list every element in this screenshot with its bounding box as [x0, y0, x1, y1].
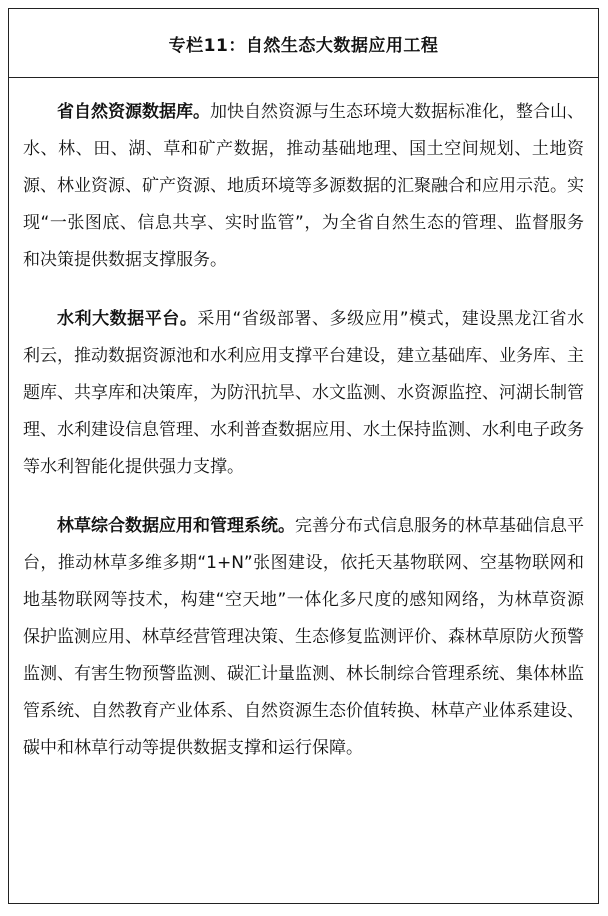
- column-title: 专栏11：自然生态大数据应用工程: [168, 35, 439, 56]
- column-box: [8, 8, 599, 904]
- section-lead: 水利大数据平台。: [57, 309, 198, 329]
- section-natural-resources-database: [23, 94, 584, 279]
- section-forest-grass-system: [23, 508, 584, 767]
- section-body: 完善分布式信息服务的林草基础信息平台，推动林草多维多期“1+N”张图建设，依托天基物联网、空基物联网和地基物联网等技术，构建“空天地”一体化多尺度的感知网络，为林草资源保护监测应用、林草经营管理决策、生态修复监测评价、森林草原防火预警监测、有害生物预警监测、碳汇计量监测、林长制综合管理系统、集体林监管系统、自然教育产业体系、自然资源生态价值转换、林草产业体系建设、碳中和林草行动等提供数据支撑和运行保障。: [23, 516, 584, 758]
- column-content: [9, 78, 598, 767]
- section-water-big-data-platform: [23, 301, 584, 486]
- section-lead: 省自然资源数据库。: [57, 102, 210, 122]
- section-lead: 林草综合数据应用和管理系统。: [57, 516, 295, 536]
- column-header: [9, 9, 598, 78]
- section-body: 采用“省级部署、多级应用”模式，建设黑龙江省水利云，推动数据资源池和水利应用支撑平台建设，建立基础库、业务库、主题库、共享库和决策库，为防汛抗旱、水文监测、水资源监控、河湖长制管理、水利建设信息管理、水利普查数据应用、水土保持监测、水利电子政务等水利智能化提供强力支撑。: [23, 309, 584, 477]
- section-body: 加快自然资源与生态环境大数据标准化，整合山、水、林、田、湖、草和矿产数据，推动基础地理、国土空间规划、土地资源、林业资源、矿产资源、地质环境等多源数据的汇聚融合和应用示范。实现“一张图底、信息共享、实时监管”，为全省自然生态的管理、监督服务和决策提供数据支撑服务。: [23, 102, 584, 270]
